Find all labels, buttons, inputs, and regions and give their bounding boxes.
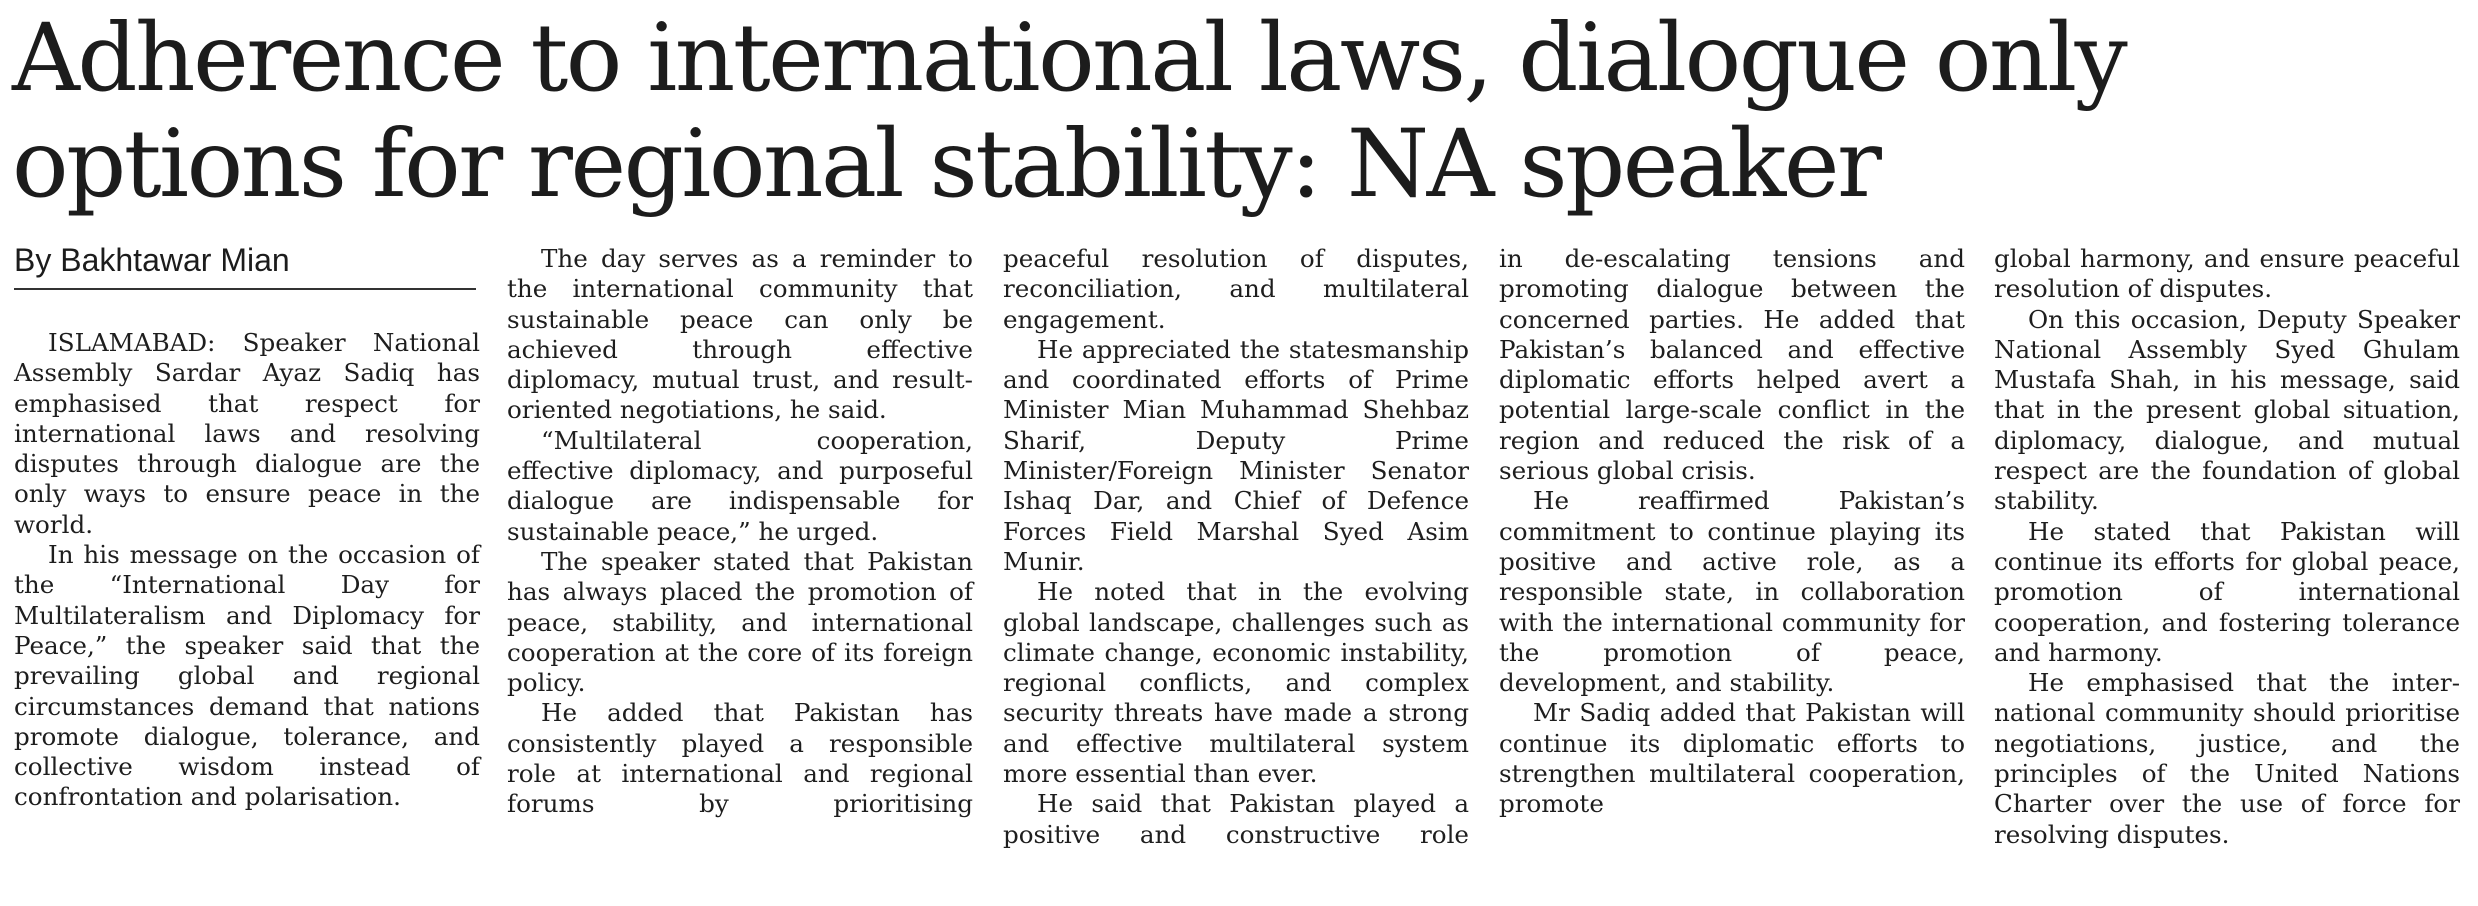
paragraph: He reaffirmed Pakistan’s commitment to continue playing its positive and active role, as a responsible state, in collaboration with the international community for the promotion of peace, development, and stability. — [1499, 486, 1965, 698]
paragraph: In his message on the occasion of the “International Day for Multilateralism and Diplomacy for Peace,” the speaker said that the prevailing global and regional circumstances demand that nations promote dialogue, tolerance, and collective wisdom instead of confrontation and polarisation. — [14, 540, 480, 812]
headline-line-1: Adherence to international laws, dialogue only — [12, 4, 2126, 113]
paragraph: On this occasion, Deputy Speaker National Assembly Syed Ghulam Mustafa Shah, in his message, said that in the present global situation, diplomacy, dialogue, and mutual respect are the foundation of global stability. — [1994, 304, 2460, 516]
paragraph: He appreciated the statesmanship and coordinated efforts of Prime Minister Mian Muhammad Shehbaz Sharif, Deputy Prime Minister/Foreign Minister Senator Ishaq Dar, and Chief of Defence Forces Field Marshal Syed Asim Munir. — [1003, 334, 1469, 576]
article-column-4 — [1499, 244, 1965, 820]
paragraph: The speaker stated that Pakistan has always placed the promotion of peace, stability, and international cooperation at the core of its foreign policy. — [507, 546, 973, 698]
paragraph: He emphasised that the international community should prioritise negotiations, justice, and the principles of the United Nations Charter over the use of force for resolving disputes. — [1994, 668, 2460, 849]
byline: By Bakhtawar Mian — [14, 240, 476, 290]
paragraph: He stated that Pakistan will continue its efforts for global peace, promotion of international cooperation, and fostering tolerance and harmony. — [1994, 516, 2460, 667]
paragraph: ISLAMABAD: Speaker National Assembly Sardar Ayaz Sadiq has emphasised that respect for international laws and resolving disputes through dialogue are the only ways to ensure peace in the world. — [14, 328, 480, 539]
article-column-5 — [1994, 244, 2460, 850]
article-column-2 — [507, 244, 973, 820]
headline — [12, 6, 2452, 218]
paragraph: He noted that in the evolving global landscape, challenges such as climate change, economic instability, regional conflicts, and complex security threats have made a strong and effective multilateral system more essential than ever. — [1003, 577, 1469, 789]
paragraph: He said that Pakistan played a positive and constructive role — [1003, 789, 1469, 849]
paragraph: The day serves as a reminder to the international community that sustainable peace can only be achieved through effective diplomacy, mutual trust, and result-oriented negotiations, he said. — [507, 244, 973, 425]
article-column-3 — [1003, 244, 1469, 850]
paragraph: He added that Pakistan has consistently played a responsible role at international and regional forums by prioritising — [507, 698, 973, 819]
paragraph: global harmony, and ensure peaceful resolution of disputes. — [1994, 244, 2460, 304]
headline-line-2: options for regional stability: NA speaker — [12, 110, 1880, 219]
paragraph: in de-escalating tensions and promoting dialogue between the concerned parties. He added that Pakistan’s balanced and effective diplomatic efforts helped avert a potential large-scale conflict in the region and reduced the risk of a serious global crisis. — [1499, 244, 1965, 486]
paragraph: Mr Sadiq added that Pakistan will continue its diplomatic efforts to strengthen multilateral cooperation, promote — [1499, 698, 1965, 819]
paragraph: peaceful resolution of disputes, reconciliation, and multilateral engagement. — [1003, 244, 1469, 334]
article-column-1 — [14, 328, 480, 813]
paragraph: “Multilateral cooperation, effective diplomacy, and purposeful dialogue are indispensable for sustainable peace,” he urged. — [507, 425, 973, 546]
